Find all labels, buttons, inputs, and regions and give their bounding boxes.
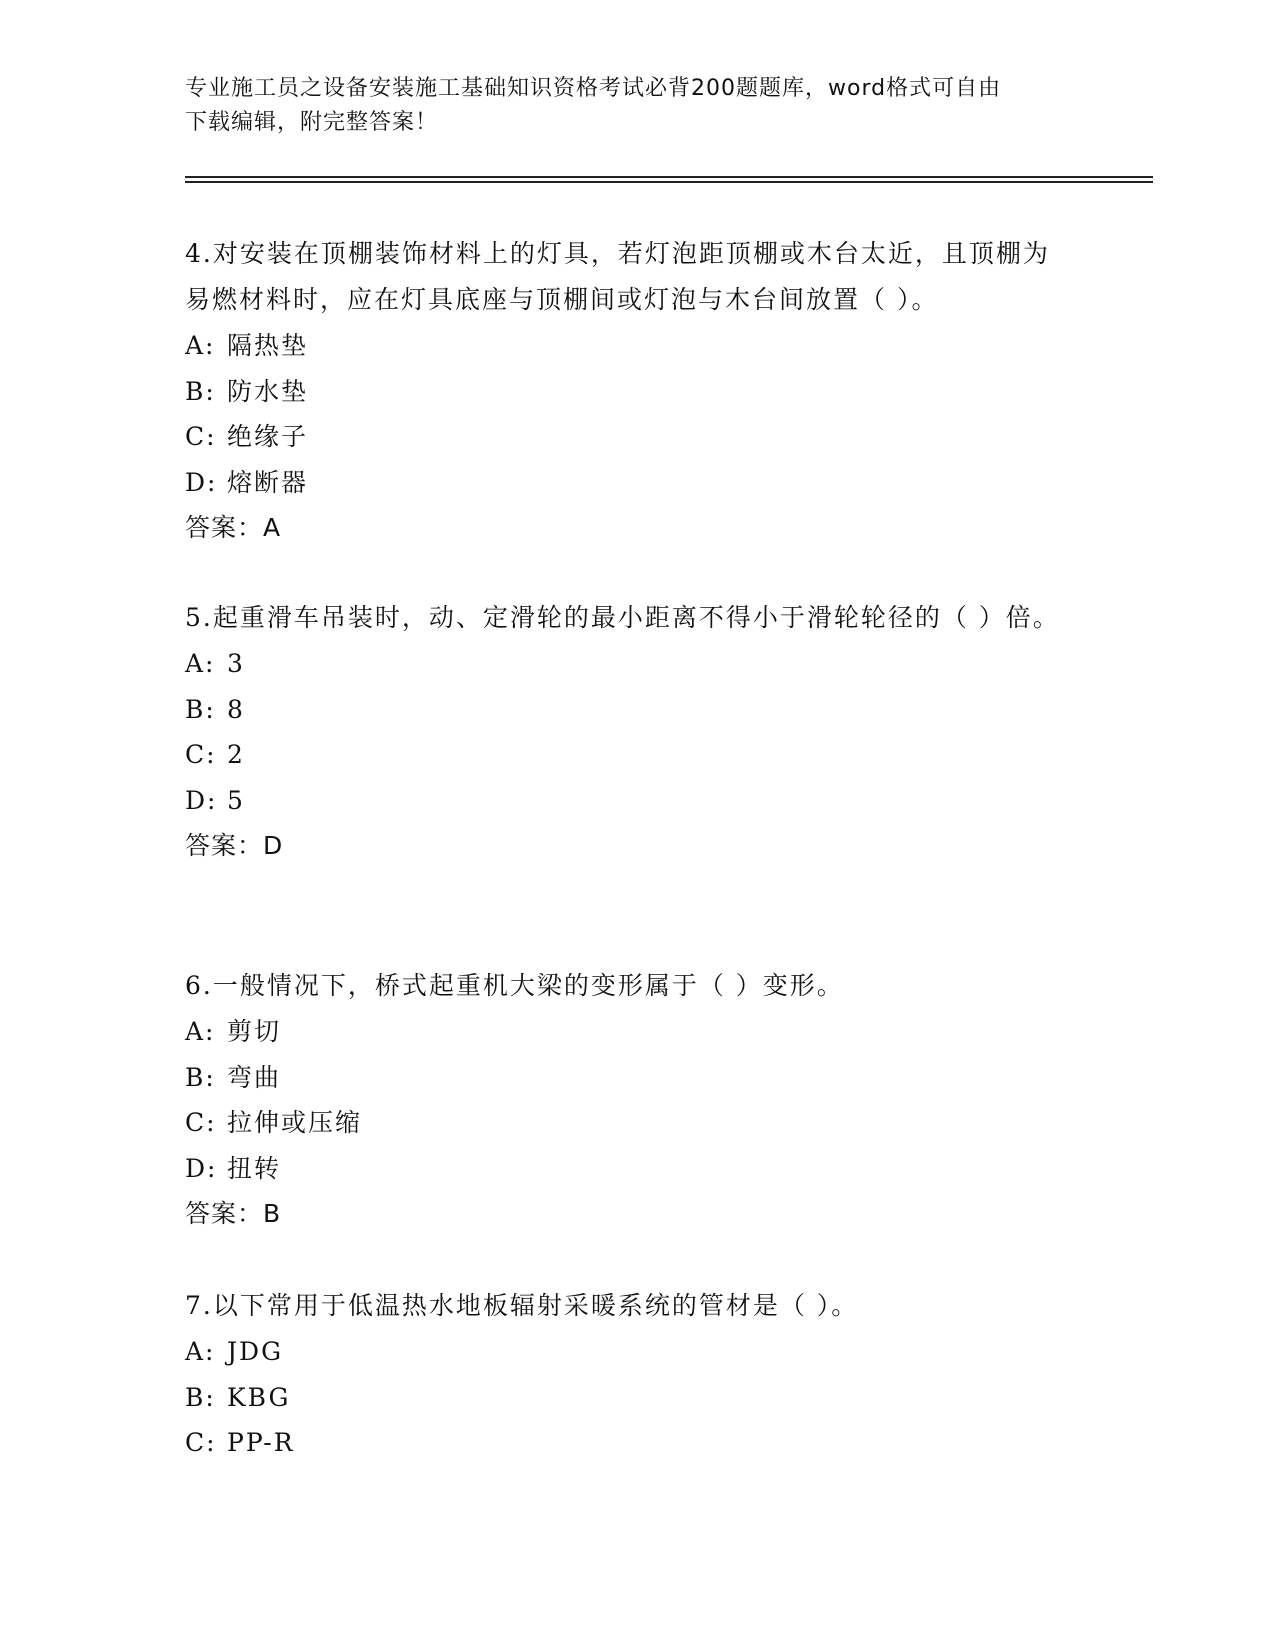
option-c [185, 1100, 1075, 1146]
option-label: C: [185, 740, 217, 769]
option-text: 扭转 [227, 1153, 282, 1183]
option-text: 防水垫 [227, 376, 309, 406]
header-divider-bottom [185, 181, 1153, 183]
question-text: 7.以下常用于低温热水地板辐射采暖系统的管材是（ ）。 [185, 1291, 859, 1320]
option-label: C: [185, 422, 217, 451]
header-line-1: 专业施工员之设备安装施工基础知识资格考试必背200题题库，word格式可自由 [185, 76, 1002, 101]
option-c [185, 414, 1075, 460]
header-line-2: 下载编辑，附完整答案！ [185, 110, 439, 135]
option-label: B: [185, 376, 216, 406]
option-label: A: [185, 331, 216, 360]
option-b [185, 687, 1075, 733]
option-text: 2 [227, 740, 245, 769]
option-c [185, 1420, 1075, 1466]
option-label: D: [185, 467, 218, 497]
question-4 [185, 231, 1075, 551]
option-text: 剪切 [227, 1017, 282, 1046]
option-c [185, 732, 1075, 778]
option-text: JDG [227, 1337, 284, 1366]
option-a [185, 1329, 1075, 1375]
option-b [185, 369, 1075, 415]
option-label: C: [185, 1108, 217, 1137]
option-d [185, 460, 1075, 506]
option-label: D: [185, 1153, 218, 1183]
option-b [185, 1055, 1075, 1101]
question-5 [185, 595, 1075, 869]
option-text: 8 [227, 694, 245, 724]
question-6 [185, 963, 1075, 1237]
option-a [185, 641, 1075, 687]
option-a [185, 1009, 1075, 1055]
option-label: B: [185, 1382, 216, 1412]
option-label: A: [185, 1337, 216, 1366]
option-text: 绝缘子 [227, 422, 309, 451]
option-text: PP-R [227, 1428, 295, 1457]
question-text: 4.对安装在顶棚装饰材料上的灯具，若灯泡距顶棚或木台太近，且顶棚为易燃材料时，应在灯具底座与顶棚间或灯泡与木台间放置（ ）。 [185, 239, 1050, 314]
answer: 答案：A [185, 513, 282, 542]
option-text: 隔热垫 [227, 331, 309, 360]
question-text: 5.起重滑车吊装时，动、定滑轮的最小距离不得小于滑轮轮径的（ ）倍。 [185, 603, 1060, 632]
answer: 答案：B [185, 1199, 282, 1228]
option-label: A: [185, 1017, 216, 1046]
option-text: 5 [227, 785, 245, 815]
option-label: D: [185, 785, 218, 815]
option-b [185, 1375, 1075, 1421]
answer: 答案：D [185, 831, 284, 860]
question-7 [185, 1283, 1075, 1466]
option-text: KBG [227, 1382, 291, 1412]
question-text: 6.一般情况下，桥式起重机大梁的变形属于（ ）变形。 [185, 971, 844, 1000]
option-d [185, 1146, 1075, 1192]
document-header [185, 72, 1085, 140]
option-d [185, 778, 1075, 824]
option-text: 拉伸或压缩 [227, 1108, 363, 1137]
header-divider-top [185, 176, 1153, 178]
option-label: B: [185, 694, 216, 724]
option-text: 3 [227, 649, 245, 678]
option-label: C: [185, 1428, 217, 1457]
option-text: 熔断器 [227, 467, 309, 497]
option-label: A: [185, 649, 216, 678]
option-text: 弯曲 [227, 1062, 282, 1092]
option-a [185, 323, 1075, 369]
option-label: B: [185, 1062, 216, 1092]
